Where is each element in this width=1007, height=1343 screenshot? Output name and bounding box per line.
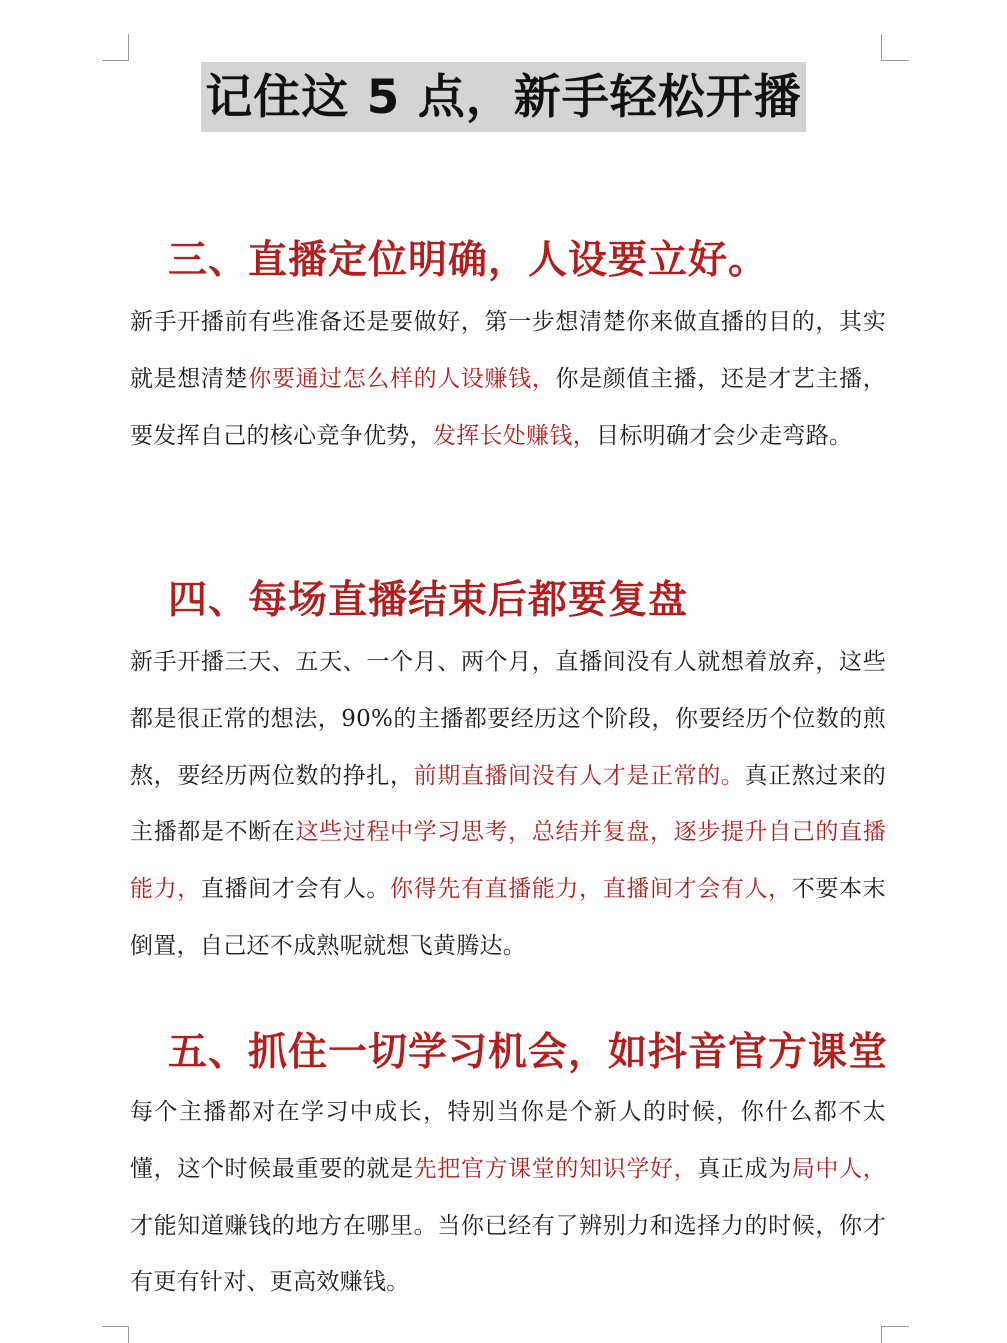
text-run: 目标明确才会少走弯路。 xyxy=(596,422,853,449)
page-title: 记住这 5 点，新手轻松开播 xyxy=(201,62,805,132)
section-3 xyxy=(130,234,886,464)
section-paragraph xyxy=(130,1084,886,1311)
section-heading: 四、每场直播结束后都要复盘 xyxy=(168,577,689,623)
highlighted-text-run: 你要通过怎么样的人设赚钱， xyxy=(248,365,556,392)
section-5 xyxy=(130,1026,889,1311)
crop-mark-top-right xyxy=(881,34,882,60)
highlighted-text-run: 局中人， xyxy=(791,1155,887,1182)
crop-mark-bottom-left xyxy=(128,1326,129,1343)
section-paragraph xyxy=(130,294,886,464)
crop-mark-bottom-right xyxy=(881,1326,882,1343)
section-paragraph xyxy=(130,634,886,975)
crop-mark-top-left xyxy=(128,34,129,60)
text-run: 直播间才会有人。 xyxy=(200,876,390,903)
highlighted-text-run: 先把官方课堂的知识学好， xyxy=(413,1155,698,1182)
highlighted-text-run: 这些过程中学习思考，总结并复盘，逐步提升自己的直播能力， xyxy=(130,819,886,903)
crop-mark-top-right xyxy=(881,60,909,61)
text-run: 真正熬过来的主播都是不断在 xyxy=(130,762,886,846)
text-run: 你是颜值主播，还是才艺主播，要发挥自己的核心竞争优势， xyxy=(130,365,887,449)
crop-mark-top-left xyxy=(102,60,129,61)
text-run: 新手开播前有些准备还是要做好，第一步想清楚你来做直播的目的，其实就是想清楚 xyxy=(130,309,886,392)
highlighted-text-run: 发挥长处赚钱， xyxy=(432,422,597,449)
text-run: 真正成为 xyxy=(697,1155,792,1182)
section-heading: 五、抓住一切学习机会，如抖音官方课堂 xyxy=(168,1029,889,1075)
text-run: 新手开播三天、五天、一个月、两个月，直播间没有人就想着放弃，这些都是很正常的想法，90%的主播都要经历这个阶段，你要经历个位数的煎熬，要经历两位数的挣扎， xyxy=(130,649,886,789)
highlighted-text-run: 你得先有直播能力，直播间才会有人， xyxy=(389,876,792,903)
crop-mark-bottom-left xyxy=(102,1326,129,1327)
title-container xyxy=(0,62,1007,132)
crop-mark-bottom-right xyxy=(881,1326,909,1327)
text-run: 才能知道赚钱的地方在哪里。当你已经有了辨别力和选择力的时候，你才有更有针对、更高效赚钱。 xyxy=(130,1212,886,1296)
section-heading: 三、直播定位明确，人设要立好。 xyxy=(168,237,769,283)
text-run: 不要本末倒置，自己还不成熟呢就想飞黄腾达。 xyxy=(130,876,886,959)
highlighted-text-run: 前期直播间没有人才是正常的。 xyxy=(413,762,745,789)
text-run: 每个主播都对在学习中成长，特别当你是个新人的时候，你什么都不太懂，这个时候最重要的就是 xyxy=(130,1099,886,1182)
section-4 xyxy=(130,574,886,975)
